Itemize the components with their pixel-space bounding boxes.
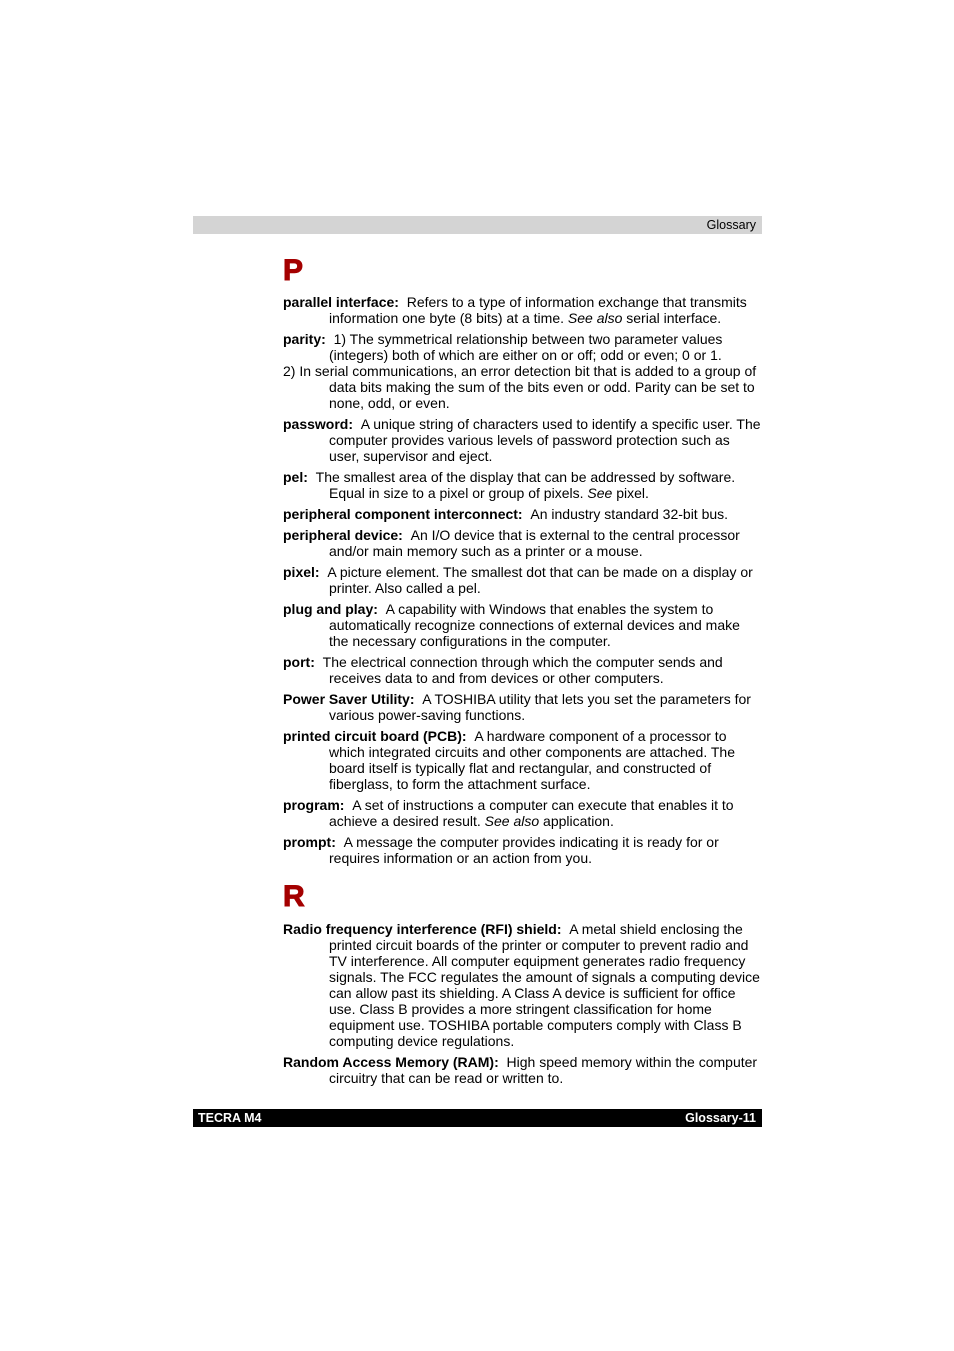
glossary-term: program: — [283, 797, 345, 813]
glossary-term: prompt: — [283, 834, 336, 850]
glossary-term: password: — [283, 416, 354, 432]
footer-model-name: TECRA M4 — [198, 1111, 262, 1125]
footer-page-number: Glossary-11 — [685, 1111, 756, 1125]
glossary-entry — [283, 921, 763, 1049]
glossary-definition: A TOSHIBA utility that lets you set the parameters for various power-saving functions. — [329, 691, 751, 723]
glossary-definition: A hardware component of a processor to which integrated circuits and other components are attached. The board itself is typically flat and rectangular, and constructed of fiberglass, to form the attachment surface. — [329, 728, 735, 792]
glossary-definition: The electrical connection through which the computer sends and receives data to and from devices or other computers. — [322, 654, 723, 686]
see-also-target: application. — [543, 813, 614, 829]
glossary-definition: A unique string of characters used to identify a specific user. The computer provides various levels of password protection such as user, supervisor and eject. — [329, 416, 761, 464]
glossary-entry — [283, 797, 763, 829]
glossary-term: pel: — [283, 469, 308, 485]
glossary-definition: An industry standard 32-bit bus. — [530, 506, 729, 522]
glossary-entry — [283, 294, 763, 326]
glossary-entry — [283, 469, 763, 501]
glossary-term: peripheral device: — [283, 527, 403, 543]
glossary-definition: 1) The symmetrical relationship between two parameter values (integers) both of which are either on or off; odd or even; 0 or 1. — [329, 331, 723, 363]
glossary-section-p — [283, 294, 763, 871]
glossary-term: parity: — [283, 331, 326, 347]
glossary-term: parallel interface: — [283, 294, 399, 310]
glossary-definition: A capability with Windows that enables the system to automatically recognize connections of external devices and make the necessary configurations in the computer. — [329, 601, 740, 649]
section-letter-r: R — [283, 880, 305, 913]
glossary-definition: An I/O device that is external to the central processor and/or main memory such as a printer or a mouse. — [329, 527, 740, 559]
glossary-term: peripheral component interconnect: — [283, 506, 523, 522]
glossary-term: printed circuit board (PCB): — [283, 728, 467, 744]
glossary-term: Power Saver Utility: — [283, 691, 415, 707]
see-label: See — [587, 485, 613, 501]
glossary-definition: A metal shield enclosing the printed circuit boards of the printer or computer to prevent radio and TV interference. All computer equipment generates radio frequency signals. The FCC regulates the amount of signals a computing device can allow past its shielding. A Class A device is sufficient for office use. Class B provides a more stringent classification for home equipment use. TOSHIBA portable computers comply with Class B computing device regulations. — [329, 921, 760, 1049]
glossary-entry — [283, 654, 763, 686]
glossary-entry — [283, 331, 763, 411]
glossary-entry — [283, 691, 763, 723]
glossary-section-r — [283, 921, 763, 1091]
glossary-definition: A message the computer provides indicating it is ready for or requires information or an action from you. — [329, 834, 719, 866]
section-letter-p: P — [283, 254, 304, 287]
running-header-section: Glossary — [706, 218, 756, 232]
glossary-definition: A set of instructions a computer can execute that enables it to achieve a desired result. — [329, 797, 734, 829]
glossary-entry — [283, 728, 763, 792]
running-footer-bar — [193, 1109, 762, 1127]
glossary-term: Random Access Memory (RAM): — [283, 1054, 499, 1070]
see-also-label: See also — [484, 813, 540, 829]
see-also-target: serial interface. — [626, 310, 722, 326]
glossary-entry — [283, 506, 763, 522]
glossary-definition: A picture element. The smallest dot that can be made on a display or printer. Also called a pel. — [327, 564, 753, 596]
glossary-term: plug and play: — [283, 601, 378, 617]
glossary-entry — [283, 527, 763, 559]
glossary-definition-part-2: 2) In serial communications, an error detection bit that is added to a group of data bits making the sum of the bits even or odd. Parity can be set to none, odd, or even. — [283, 363, 757, 411]
glossary-definition: High speed memory within the computer circuitry that can be read or written to. — [329, 1054, 758, 1086]
see-target: pixel. — [616, 485, 649, 501]
glossary-entry — [283, 601, 763, 649]
glossary-definition: The smallest area of the display that can be addressed by software. Equal in size to a pixel or group of pixels. — [315, 469, 736, 501]
see-also-label: See also — [567, 310, 623, 326]
running-header-bar — [193, 216, 762, 234]
glossary-entry — [283, 564, 763, 596]
glossary-term: pixel: — [283, 564, 320, 580]
glossary-term: port: — [283, 654, 315, 670]
glossary-definition: Refers to a type of information exchange that transmits information one byte (8 bits) at a time. — [329, 294, 747, 326]
glossary-entry — [283, 416, 763, 464]
glossary-entry — [283, 834, 763, 866]
glossary-term: Radio frequency interference (RFI) shield: — [283, 921, 562, 937]
glossary-entry — [283, 1054, 763, 1086]
